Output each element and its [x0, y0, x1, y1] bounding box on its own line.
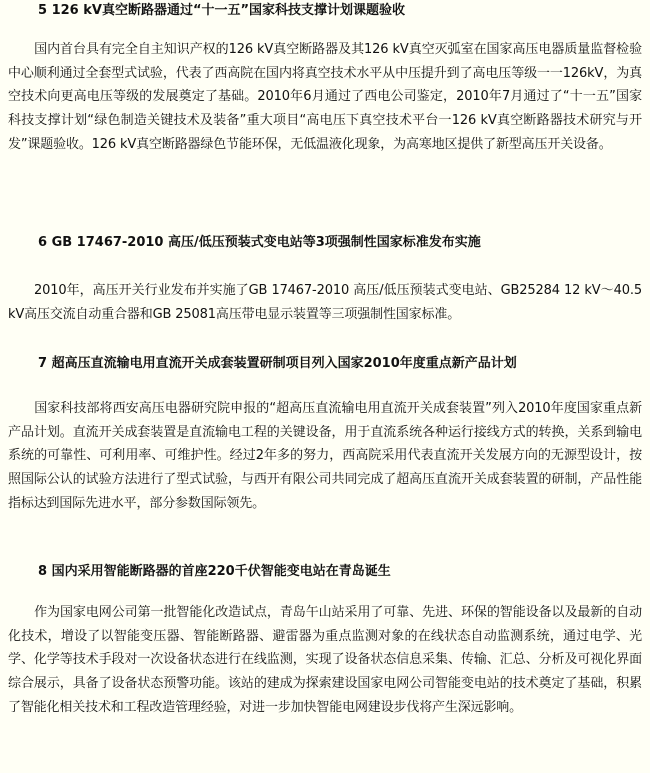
paragraph-text: 国内首台具有完全自主知识产权的126 kV真空断路器及其126 kV真空灭弧室在国家高压电器质量监督检验中心顺利通过全套型式试验，代表了西高院在国内将真空技术水平从中压提升到了高电压等级一一126kV，为真空技术向更高电压等级的发展奠定了基础。2010年6月通过了西电公司鉴定，2010年7月通过了“十一五”国家科技支撑计划“绿色制造关键技术及装备”重大项目“高电压下真空技术平台一126 kV真空断路器技术研究与开发”课题验收。126 kV真空断路器绿色节能环保，无低温液化现象，为高寒地区提供了新型高压开关设备。	[8, 42, 642, 152]
paragraph-text: 作为国家电网公司第一批智能化改造试点，青岛午山站采用了可靠、先进、环保的智能设备以及最新的自动化技术，增设了以智能变压器、智能断路器、避雷器为重点监测对象的在线状态自动监测系统，通过电学、光学、化学等技术手段对一次设备状态进行在线监测，实现了设备状态信息采集、传输、汇总、分析及可视化界面综合展示，具备了设备状态预警功能。该站的建成为探索建设国家电网公司智能变电站的技术奠定了基础，积累了智能化相关技术和工程改造管理经验，对进一步加快智能电网建设步伐将产生深远影响。	[8, 605, 642, 715]
section-paragraph	[8, 601, 642, 720]
section-heading: 8 国内采用智能断路器的首座220千伏智能变电站在青岛诞生	[38, 564, 391, 579]
section-paragraph	[8, 38, 642, 157]
section-paragraph	[8, 279, 642, 326]
section-heading: 7 超高压直流输电用直流开关成套装置研制项目列入国家2010年度重点新产品计划	[38, 356, 517, 371]
section-heading: 6 GB 17467-2010 高压/低压预装式变电站等3项强制性国家标准发布实施	[38, 235, 481, 250]
paragraph-text: 2010年，高压开关行业发布并实施了GB 17467-2010 高压/低压预装式变电站、GB25284 12 kV～40.5 kV高压交流自动重合器和GB 25081高压带电显示装置等三项强制性国家标准。	[8, 283, 642, 322]
paragraph-text: 国家科技部将西安高压电器研究院申报的“超高压直流输电用直流开关成套装置”列入2010年度国家重点新产品计划。直流开关成套装置是直流输电工程的关键设备，用于直流系统各种运行接线方式的转换，关系到输电系统的可靠性、可利用率、可维护性。经过2年多的努力，西高院采用代表直流开关发展方向的无源型设计，按照国际公认的试验方法进行了型式试验，与西开有限公司共同完成了超高压直流开关成套装置的研制，产品性能指标达到国际先进水平，部分参数国际领先。	[8, 401, 642, 511]
section-paragraph	[8, 397, 642, 516]
section-heading: 5 126 kV真空断路器通过“十一五”国家科技支撑计划课题验收	[38, 3, 406, 18]
